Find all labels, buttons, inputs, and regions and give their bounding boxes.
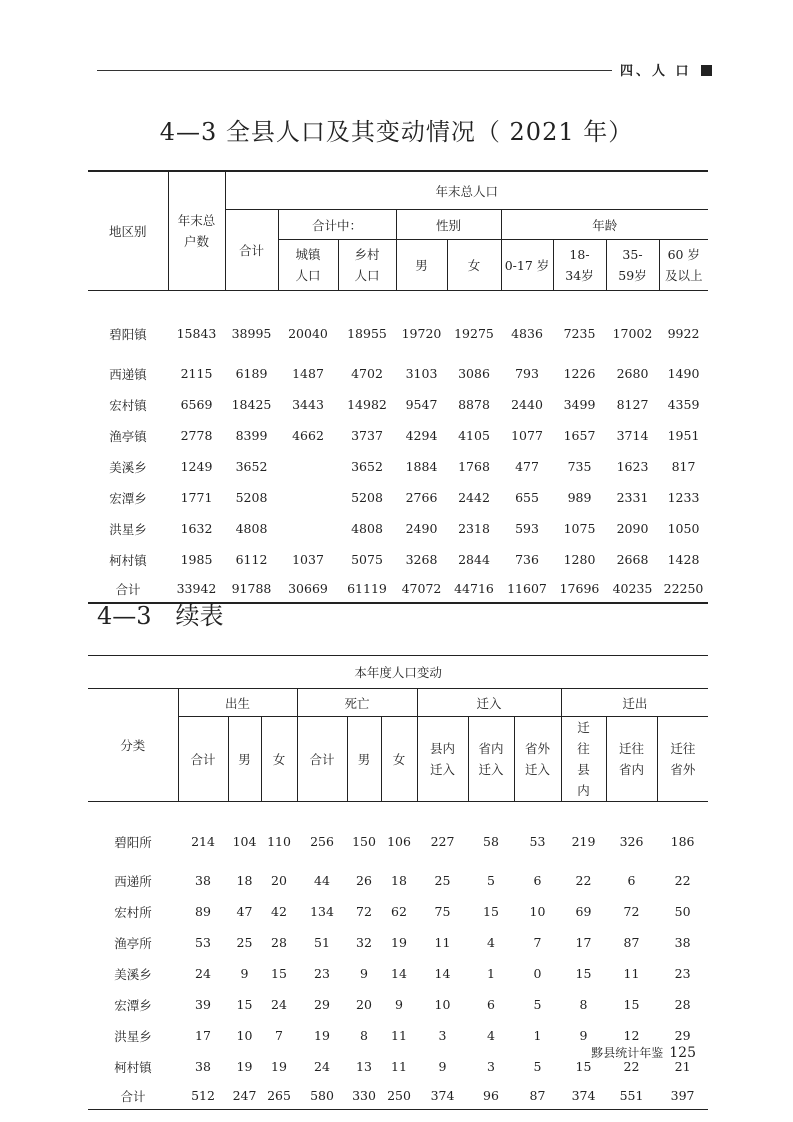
row-label: 渔亭所 <box>114 935 152 951</box>
table-cell: 593 <box>515 521 539 536</box>
table-cell: 25 <box>434 873 451 888</box>
header-death-female: 女 <box>381 717 417 802</box>
table-cell: 15 <box>575 966 592 981</box>
table-cell: 62 <box>391 904 407 919</box>
header-in-county: 县内迁入 <box>417 717 468 802</box>
table-cell: 5 <box>487 873 495 888</box>
row-label: 美溪乡 <box>109 459 147 475</box>
table-cell: 20 <box>356 997 372 1012</box>
table-cell: 6189 <box>235 366 268 381</box>
row-label: 柯村镇 <box>114 1059 152 1075</box>
table2-title: 4—3 续表 <box>97 602 224 630</box>
row-label: 柯村镇 <box>109 552 147 568</box>
table-row <box>88 927 708 958</box>
table-cell: 15 <box>483 904 499 919</box>
section-header-label: 四、人 口 <box>620 64 692 79</box>
table-cell: 2331 <box>616 490 649 505</box>
table-cell: 256 <box>310 834 334 849</box>
table-cell: 17 <box>575 935 592 950</box>
table-cell: 3 <box>487 1059 495 1074</box>
table-cell: 110 <box>267 834 291 849</box>
table-cell: 9547 <box>405 397 438 412</box>
table-cell: 11607 <box>507 581 547 596</box>
table-cell: 44 <box>314 873 330 888</box>
table-cell: 1249 <box>180 459 213 474</box>
table-cell: 21 <box>674 1059 691 1074</box>
header-birth-female: 女 <box>261 717 297 802</box>
table-cell: 22 <box>623 1059 640 1074</box>
table-cell: 186 <box>670 834 695 849</box>
population-table <box>88 170 708 604</box>
table-cell: 247 <box>232 1088 257 1103</box>
page-footer <box>591 1044 696 1061</box>
page-number: 125 <box>669 1045 696 1061</box>
table-cell: 4836 <box>511 326 543 341</box>
header-age-18-34: 18-34岁 <box>553 240 606 291</box>
table-cell: 15 <box>575 1059 592 1074</box>
row-label: 宏村所 <box>114 904 152 920</box>
header-urban: 城镇人口 <box>278 240 338 291</box>
header-female: 女 <box>447 240 501 291</box>
table-cell: 4808 <box>235 521 268 536</box>
table-cell: 106 <box>387 834 411 849</box>
table-cell: 10 <box>529 904 546 919</box>
header-age-35-59: 35-59岁 <box>606 240 659 291</box>
table-cell: 12 <box>623 1028 640 1043</box>
table-cell: 3103 <box>405 366 438 381</box>
table-cell: 4662 <box>292 428 324 443</box>
table-cell: 134 <box>310 904 334 919</box>
table-cell: 47 <box>236 904 253 919</box>
header-in-province: 省内迁入 <box>468 717 514 802</box>
table-cell: 53 <box>529 834 546 849</box>
table-cell: 1490 <box>667 366 700 381</box>
table-cell: 17 <box>195 1028 211 1043</box>
table-cell: 14 <box>434 966 451 981</box>
table-cell: 20040 <box>288 326 328 341</box>
table-cell: 19 <box>314 1028 330 1043</box>
table-cell: 477 <box>515 459 539 474</box>
table-cell: 17696 <box>559 581 600 596</box>
table-cell: 89 <box>195 904 211 919</box>
table-cell: 25 <box>236 935 253 950</box>
table-cell: 2766 <box>405 490 438 505</box>
table-cell: 9 <box>360 966 368 981</box>
table-cell: 29 <box>314 997 330 1012</box>
table-cell: 38 <box>674 935 691 950</box>
table-cell: 11 <box>623 966 640 981</box>
table-cell: 8878 <box>458 397 490 412</box>
table-cell: 2440 <box>511 397 543 412</box>
table-cell: 29 <box>674 1028 691 1043</box>
header-birth-total: 合计 <box>178 717 228 802</box>
table-cell: 24 <box>314 1059 330 1074</box>
table-cell: 28 <box>271 935 287 950</box>
table-cell: 2318 <box>458 521 490 536</box>
section-header <box>620 60 712 79</box>
table-cell: 3499 <box>563 397 596 412</box>
table-cell: 40235 <box>612 581 653 596</box>
table-cell: 22 <box>575 873 592 888</box>
table-row <box>88 865 708 896</box>
table-cell: 11 <box>391 1059 407 1074</box>
table-cell: 1 <box>533 1028 542 1043</box>
table-cell: 3652 <box>235 459 268 474</box>
table-cell: 2668 <box>616 552 649 567</box>
table1-title: 4—3 全县人口及其变动情况（ 2021 年） <box>159 118 634 146</box>
table-cell: 8 <box>360 1028 368 1043</box>
table-cell: 326 <box>619 834 644 849</box>
table-cell: 4808 <box>351 521 383 536</box>
table-cell: 1884 <box>405 459 438 474</box>
table-row <box>88 451 708 482</box>
header-rural: 乡村人口 <box>338 240 396 291</box>
table-cell: 19 <box>236 1059 253 1074</box>
table-cell: 91788 <box>231 581 272 596</box>
header-birth-male: 男 <box>228 717 261 802</box>
table-cell: 50 <box>674 904 691 919</box>
table-row <box>88 544 708 575</box>
table-cell: 219 <box>571 834 596 849</box>
header-out-province: 迁往省内 <box>606 717 657 802</box>
row-label: 渔亭镇 <box>109 428 147 444</box>
table-cell: 42 <box>271 904 287 919</box>
table-cell: 1768 <box>458 459 490 474</box>
table-cell: 1 <box>487 966 495 981</box>
table-row <box>88 291 708 359</box>
table-cell: 17002 <box>612 326 653 341</box>
table-cell: 150 <box>352 834 376 849</box>
table-cell: 9 <box>395 997 403 1012</box>
table-cell: 24 <box>271 997 287 1012</box>
table-cell: 51 <box>314 935 330 950</box>
table-cell: 655 <box>515 490 539 505</box>
header-region: 地区别 <box>88 171 168 291</box>
table-cell: 7235 <box>563 326 596 341</box>
table-cell: 8127 <box>616 397 649 412</box>
table-row <box>88 513 708 544</box>
table-cell: 38 <box>195 873 211 888</box>
table-cell: 13 <box>356 1059 372 1074</box>
row-label: 西递镇 <box>109 366 147 382</box>
table-cell: 4 <box>487 935 495 950</box>
header-gender: 性别 <box>396 210 501 240</box>
yearbook-name: 黟县统计年鉴 <box>591 1046 664 1060</box>
table-cell: 2680 <box>616 366 649 381</box>
table-cell: 75 <box>434 904 451 919</box>
table-cell: 10 <box>236 1028 253 1043</box>
header-death: 死亡 <box>297 689 417 717</box>
table-cell: 24 <box>195 966 211 981</box>
table-cell: 1623 <box>616 459 649 474</box>
table-cell: 4 <box>487 1028 495 1043</box>
table-cell <box>278 482 338 513</box>
header-male: 男 <box>396 240 447 291</box>
header-birth: 出生 <box>178 689 297 717</box>
table-cell: 47072 <box>401 581 442 596</box>
table-cell: 2778 <box>180 428 213 443</box>
table-cell: 69 <box>575 904 592 919</box>
table-cell: 19720 <box>401 326 442 341</box>
table-cell: 22 <box>674 873 691 888</box>
table-cell: 18 <box>236 873 253 888</box>
table-cell: 580 <box>310 1088 334 1103</box>
square-icon <box>701 65 712 76</box>
table-cell: 38995 <box>231 326 272 341</box>
header-death-male: 男 <box>347 717 381 802</box>
table-cell: 18 <box>391 873 407 888</box>
table-cell: 61119 <box>347 581 387 596</box>
table-cell: 53 <box>195 935 211 950</box>
table-cell: 2090 <box>616 521 649 536</box>
table-row <box>88 389 708 420</box>
table-cell: 512 <box>191 1088 215 1103</box>
table-cell: 1280 <box>563 552 596 567</box>
table-row <box>88 958 708 989</box>
table-cell: 214 <box>191 834 215 849</box>
table-cell: 250 <box>387 1088 411 1103</box>
table-cell: 1487 <box>292 366 324 381</box>
table-cell: 989 <box>567 490 592 505</box>
header-rule <box>97 70 612 71</box>
table-cell: 10 <box>434 997 451 1012</box>
table-cell: 6 <box>487 997 495 1012</box>
table-cell: 1632 <box>180 521 213 536</box>
table-cell: 1050 <box>667 521 700 536</box>
table-cell: 15 <box>271 966 287 981</box>
table-cell: 1077 <box>511 428 543 443</box>
table-cell: 4294 <box>405 428 438 443</box>
table-row <box>88 482 708 513</box>
table-cell: 8399 <box>235 428 268 443</box>
table-cell: 7 <box>275 1028 283 1043</box>
header-households: 年末总户数 <box>168 171 225 291</box>
table-cell: 5 <box>533 997 542 1012</box>
table-cell: 397 <box>670 1088 695 1103</box>
table-row <box>88 802 708 866</box>
table-cell: 3714 <box>616 428 649 443</box>
table-cell: 15843 <box>176 326 217 341</box>
table-cell: 9 <box>240 966 249 981</box>
table-cell: 2844 <box>458 552 490 567</box>
table-cell: 1226 <box>563 366 596 381</box>
table-cell: 32 <box>356 935 372 950</box>
row-label: 碧阳镇 <box>109 326 147 342</box>
table-cell: 1985 <box>180 552 213 567</box>
table-cell: 30669 <box>288 581 328 596</box>
table-cell: 19275 <box>454 326 494 341</box>
table-cell: 2490 <box>405 521 438 536</box>
table-cell: 5208 <box>351 490 383 505</box>
table-cell: 72 <box>356 904 372 919</box>
row-label: 宏潭乡 <box>109 490 147 506</box>
table-cell <box>278 451 338 482</box>
table-row <box>88 358 708 389</box>
table-cell: 374 <box>430 1088 455 1103</box>
table-cell: 3086 <box>458 366 490 381</box>
table-cell: 227 <box>430 834 455 849</box>
table-cell: 20 <box>271 873 287 888</box>
header-out-outside: 迁往省外 <box>657 717 708 802</box>
row-label: 美溪乡 <box>114 966 152 982</box>
table-cell: 19 <box>271 1059 287 1074</box>
table-cell: 2115 <box>180 366 213 381</box>
header-category: 分类 <box>88 689 178 802</box>
table-cell: 23 <box>674 966 691 981</box>
header-age: 年龄 <box>501 210 708 240</box>
table-cell: 330 <box>352 1088 376 1103</box>
table-cell: 9922 <box>667 326 700 341</box>
table-cell: 3268 <box>405 552 438 567</box>
row-label: 宏潭乡 <box>114 997 152 1013</box>
table-row <box>88 896 708 927</box>
header-total: 合计 <box>225 210 278 291</box>
table-cell: 23 <box>314 966 330 981</box>
population-change-table <box>88 655 708 1110</box>
header-of-which: 合计中： <box>278 210 396 240</box>
table-cell: 15 <box>623 997 640 1012</box>
table-cell: 265 <box>267 1088 291 1103</box>
table-cell: 5208 <box>235 490 268 505</box>
table-cell: 551 <box>619 1088 644 1103</box>
table-cell: 3737 <box>351 428 383 443</box>
table-cell: 39 <box>195 997 211 1012</box>
header-out: 迁出 <box>561 689 708 717</box>
table-cell: 11 <box>434 935 451 950</box>
table-cell: 1233 <box>667 490 700 505</box>
table-cell: 1075 <box>563 521 596 536</box>
header-death-total: 合计 <box>297 717 347 802</box>
row-label: 洪星乡 <box>114 1028 152 1044</box>
table-cell: 38 <box>195 1059 211 1074</box>
table-cell: 11 <box>391 1028 407 1043</box>
table-cell: 6112 <box>235 552 268 567</box>
table-cell: 14982 <box>347 397 387 412</box>
table-cell: 26 <box>356 873 372 888</box>
table-cell: 104 <box>232 834 257 849</box>
table-row <box>88 1082 708 1110</box>
table-cell: 1771 <box>180 490 213 505</box>
table-cell: 72 <box>623 904 640 919</box>
table-cell: 817 <box>671 459 696 474</box>
table-cell: 0 <box>533 966 542 981</box>
table-cell: 2442 <box>458 490 490 505</box>
table-cell: 1037 <box>292 552 324 567</box>
table-cell: 3443 <box>292 397 324 412</box>
table-cell: 1428 <box>667 552 700 567</box>
row-label: 洪星乡 <box>109 521 147 537</box>
table-cell: 18425 <box>231 397 272 412</box>
header-age-0-17: 0-17 岁 <box>501 240 553 291</box>
table-cell: 15 <box>236 997 253 1012</box>
row-label: 合计 <box>115 581 141 597</box>
table-cell: 28 <box>674 997 691 1012</box>
row-label: 碧阳所 <box>114 834 152 850</box>
table-cell: 735 <box>567 459 592 474</box>
table-cell: 1951 <box>667 428 700 443</box>
table-cell: 8 <box>579 997 588 1012</box>
table-cell: 5075 <box>351 552 383 567</box>
header-in-outside: 省外迁入 <box>514 717 561 802</box>
table-cell: 4359 <box>667 397 700 412</box>
table-cell: 58 <box>483 834 499 849</box>
table-cell: 3 <box>438 1028 447 1043</box>
table-cell: 9 <box>579 1028 588 1043</box>
header-age-60: 60 岁及以上 <box>659 240 708 291</box>
table-cell: 736 <box>515 552 539 567</box>
table-cell: 96 <box>483 1088 499 1103</box>
table-cell: 4105 <box>458 428 490 443</box>
table-cell: 33942 <box>176 581 217 596</box>
table-row <box>88 989 708 1020</box>
header-out-county: 迁往县内 <box>561 717 606 802</box>
table-cell <box>278 513 338 544</box>
header-in: 迁入 <box>417 689 561 717</box>
table-row <box>88 420 708 451</box>
table-cell: 87 <box>529 1088 546 1103</box>
table-cell: 374 <box>571 1088 596 1103</box>
table-cell: 3652 <box>351 459 383 474</box>
table-cell: 87 <box>623 935 640 950</box>
table-cell: 7 <box>533 935 542 950</box>
table-cell: 22250 <box>663 581 704 596</box>
table-cell: 14 <box>391 966 407 981</box>
header-total-pop: 年末总人口 <box>225 171 708 210</box>
table-cell: 793 <box>515 366 539 381</box>
header-change: 本年度人口变动 <box>88 656 708 689</box>
table-cell: 44716 <box>454 581 494 596</box>
table-cell: 6569 <box>180 397 213 412</box>
table-cell: 19 <box>391 935 407 950</box>
table-cell: 1657 <box>563 428 596 443</box>
table-cell: 5 <box>533 1059 542 1074</box>
row-label: 宏村镇 <box>109 397 147 413</box>
row-label: 西递所 <box>114 873 152 889</box>
table-cell: 4702 <box>351 366 383 381</box>
table-cell: 9 <box>438 1059 447 1074</box>
row-label: 合计 <box>120 1088 146 1104</box>
table-cell: 18955 <box>347 326 387 341</box>
table-cell: 6 <box>533 873 542 888</box>
table-cell: 6 <box>627 873 636 888</box>
